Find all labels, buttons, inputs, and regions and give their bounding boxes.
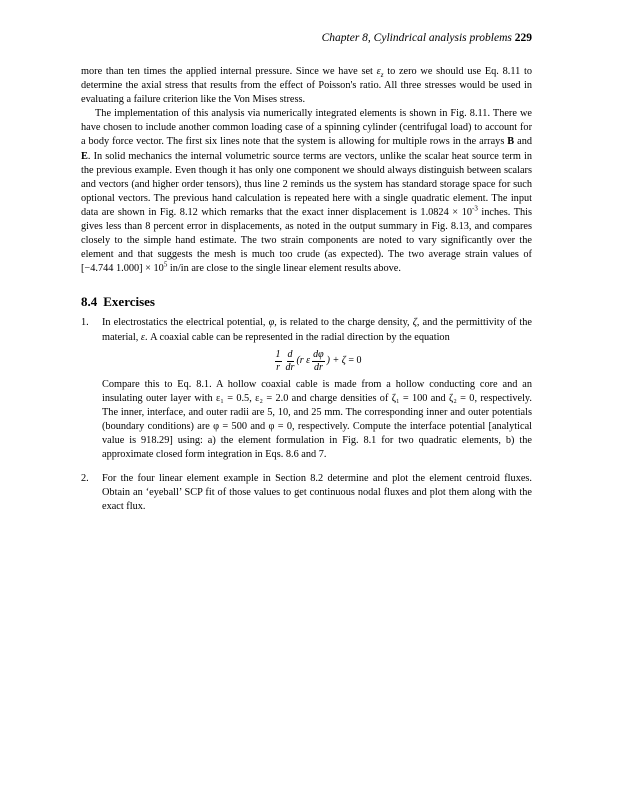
exercise-body: In electrostatics the electrical potential, φ, is related to the charge density, ζ, and the permittivity of the material, ε. A coaxial cable can be represented in the radial direction by the equation $\frac{1}{r}$ $\frac{d}{dr}$ (r ε $\frac{d\varphi}{dr}$ ) + ζ = 0 Compare this to Eq. 8.1. A hollow coaxial cable is made from a hollow conducting core and an insulating outer layer with ε₁ = 0.5, ε₂ = 2.0 and charge densities of ζ₁ = 100 and ζ₂ = 0, respectively. The inner, interface, and outer radii are 5, 10, and 25 mm. The corresponding inner and outer potentials (boundary conditions) are φ = 500 and φ = 0, respectively. Compute the interface potential [analytical value is 918.29] using: a) the element formulation in Fig. 8.1 for two quadratic elements, b) the approximate closed form integration in Eqs. 8.6 and 7. bbox=[102, 317, 533, 461]
exercise-number: 2. bbox=[81, 473, 89, 485]
exercise-item bbox=[81, 316, 532, 462]
section-heading: 8.4 Exercises bbox=[81, 294, 155, 310]
paragraph-1: more than ten times the applied internal pressure. Since we have set $\varepsilon_z$ to zero we should use Eq. 8.11 to determine the axial stress that results from the effect of Poisson's ratio. All three stresses would be used in evaluating a failure criterion like the Von Mises stress. bbox=[81, 66, 532, 106]
exercise-body: For the four linear element example in Section 8.2 determine and plot the element centroid fluxes. Obtain an ‘eyeball’ SCP fit of those values to get continuous nodal fluxes and plot them along with the exact flux. bbox=[102, 473, 532, 513]
exercise-number: 1. bbox=[81, 317, 89, 329]
chapter-title: Chapter 8, Cylindrical analysis problems bbox=[321, 32, 512, 44]
equation: $\frac{1}{r}$ $\frac{d}{dr}$ (r ε $\frac{d\varphi}{dr}$ ) + ζ = 0 bbox=[275, 348, 362, 373]
page bbox=[81, 30, 532, 524]
paragraph-2: The implementation of this analysis via numerically integrated elements is shown in Fig. 8.11. There we have chosen to include another common loading case of a spinning cylinder (centrifugal load) to account for a body force vector. The first six lines note that the system is allowing for multiple rows in the arrays B and E. In solid mechanics the internal volumetric source terms are vectors, unlike the scalar heat source term in the previous example. Even though it has only one component we should always distinguish between scalars and vectors (and higher order tensors), thus line 2 reminds us the system has standard storage space for such optional vectors. The previous hand calculation is repeated here with a single quadratic element. The input data are shown in Fig. 8.12 which remarks that the exact inner displacement is $1.0824 \times 10^{-3}$ inches. This gives less than 8 percent error in displacements, as noted in the output summary in Fig. 8.13, and compares closely to the simple hand estimate. The two strain components are noted to vary significantly over the element and that suggests the mesh is much too crude (as expected). The two average strain values of [−4.744 $1.000] \times 10^5$ in/in are close to the single linear element results above. bbox=[81, 108, 532, 275]
body-text bbox=[81, 65, 532, 276]
page-number: 229 bbox=[514, 32, 532, 44]
running-header bbox=[81, 30, 532, 46]
exercise-item bbox=[81, 472, 532, 514]
exercise-list bbox=[81, 316, 532, 514]
